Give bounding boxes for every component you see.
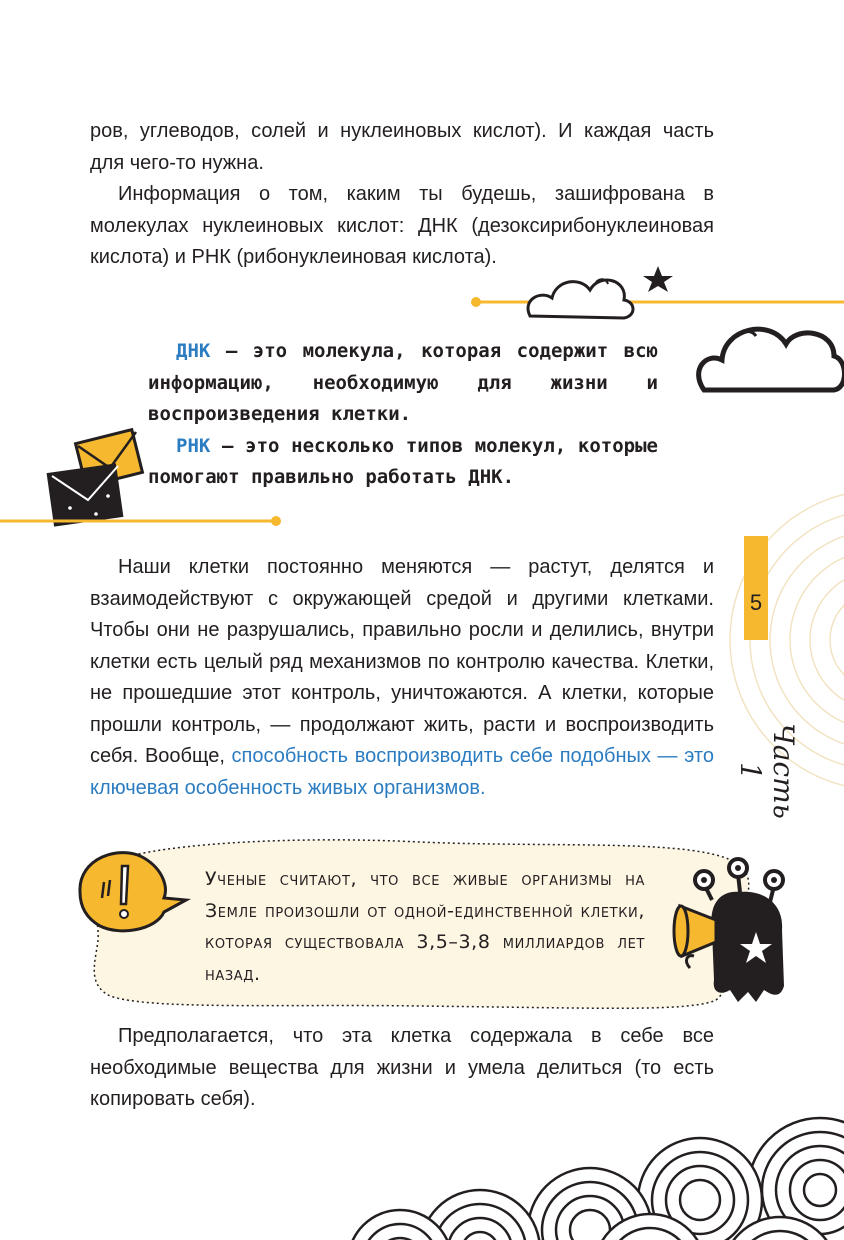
part-label: Часть 1 <box>734 723 800 819</box>
definitions-block <box>148 336 658 494</box>
term-rna: РНК <box>176 434 211 457</box>
paragraph-first-cell: Предполагается, что эта клетка содержала в себе все необходимые вещества для жизни и умела делиться (то есть копировать себя). <box>90 1025 714 1110</box>
paragraph-line: для чего-то нужна. <box>90 151 264 174</box>
paragraph-cells-text: Наши клетки постоянно меняются — растут, делятся и взаимодействуют с окружающей средой и другими клетками. Чтобы они не разрушались, правильно росли и делились, внутри клетки есть целый ряд механизмов по контролю качества. Клетки, не прошедшие этот контроль, уничтожаются. А клетки, которые прошли контроль, — продолжают жить, расти и воспроизводить себя. Вообще, <box>90 556 714 767</box>
paragraph-cells <box>90 552 714 804</box>
page-number: 5 <box>749 590 763 615</box>
paragraph-line: ров, углеводов, солей и нуклеиновых кислот). И каждая часть <box>90 120 714 142</box>
cloud-icon <box>699 329 844 390</box>
definition-dna <box>148 336 658 431</box>
envelope-icon <box>47 430 143 527</box>
highlighted-statement: способность воспроизводить себе подобных — это ключевая особенность живых организмов. <box>90 745 714 799</box>
term-dna: ДНК <box>176 340 211 362</box>
wavy-arcs-pattern <box>348 1118 844 1240</box>
definition-dna-text: — это молекула, которая содержит всю информацию, необходимую для жизни и воспроизведения клетки. <box>148 340 658 425</box>
cloud-icon <box>528 279 633 318</box>
paragraph-continuation <box>90 116 714 179</box>
note-text: Ученые считают, что все живые организмы на Земле произошли от одной-единственной клетки, которая существовала 3,5–3,8 миллиардов лет назад. <box>205 868 645 985</box>
chapter-tab <box>744 536 768 640</box>
definition-rna <box>148 431 658 494</box>
middle-divider-line <box>0 516 281 526</box>
definition-rna-text: — это несколько типов молекул, которые помогают правильно работать ДНК. <box>148 434 658 488</box>
paragraph-nucleic-acids: Информация о том, каким ты будешь, зашифрована в молекулах нуклеиновых кислот: ДНК (дезоксирибонуклеиновая кислота) и РНК (рибонуклеиновая кислота). <box>90 183 714 268</box>
